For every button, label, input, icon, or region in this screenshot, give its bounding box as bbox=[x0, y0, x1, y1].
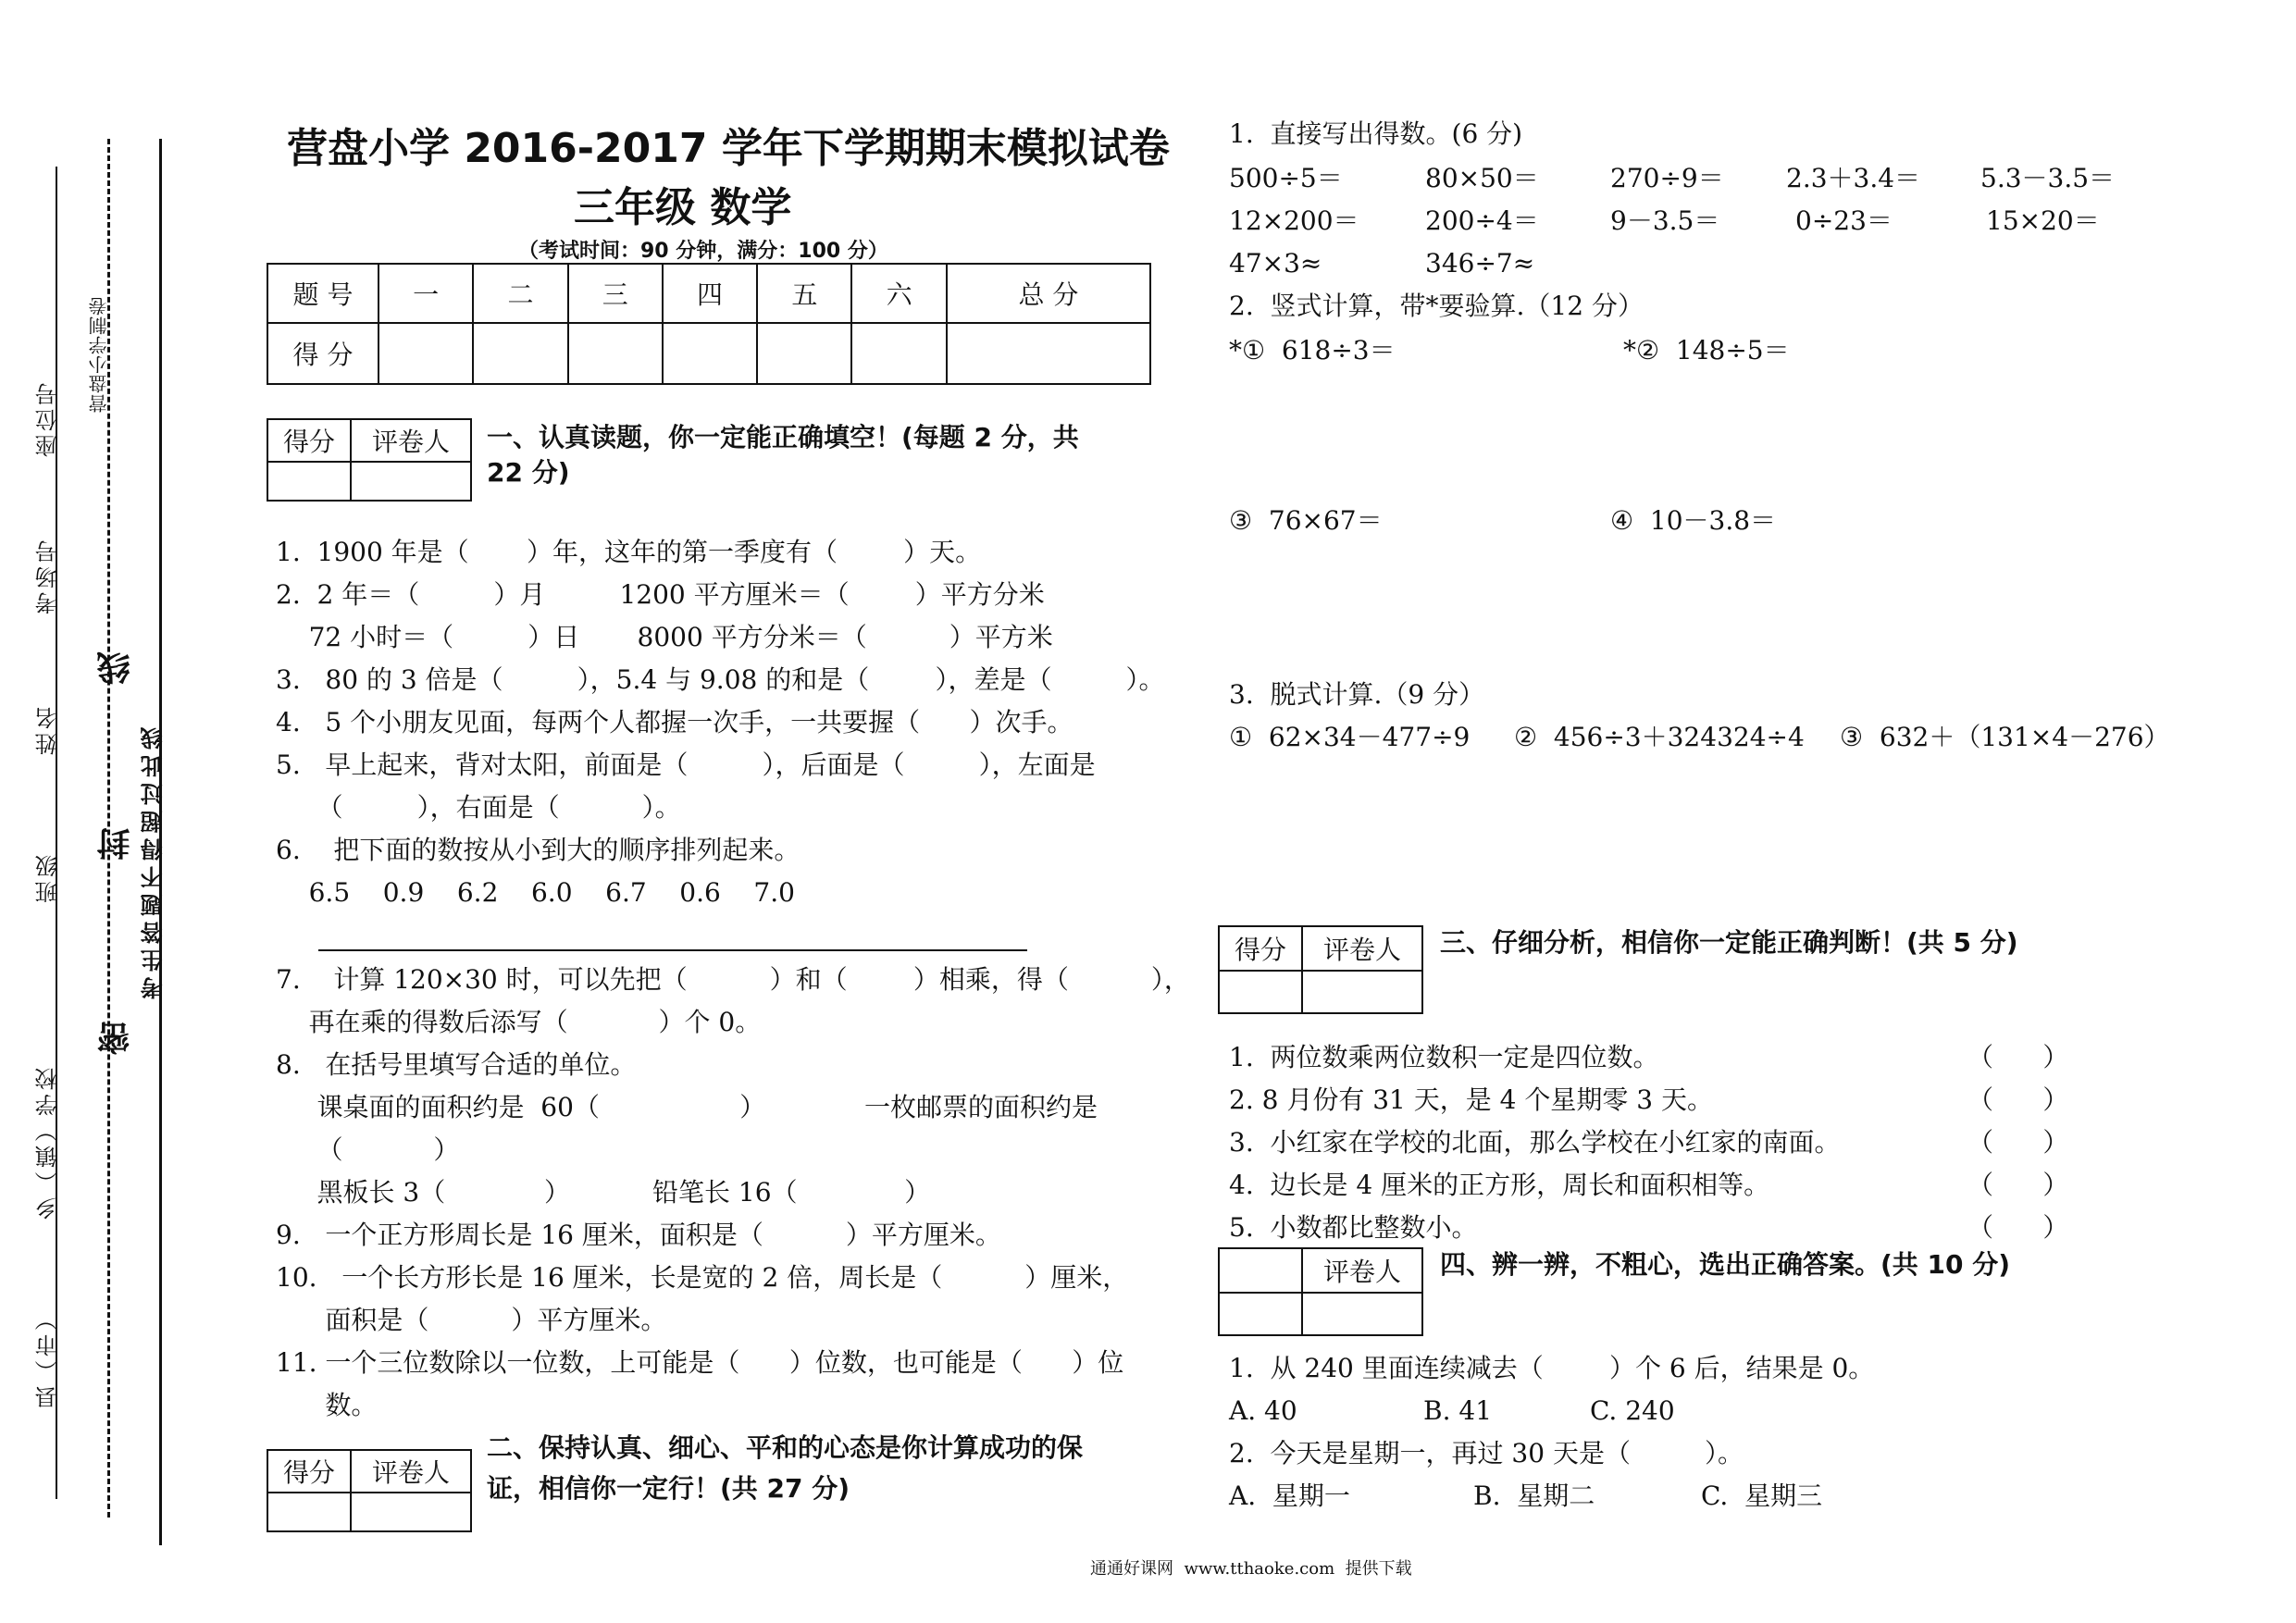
score-cell[interactable] bbox=[757, 323, 851, 384]
grader-score-cell[interactable] bbox=[1219, 971, 1302, 1013]
vertical-calc-item: ③ 76×67＝ bbox=[1229, 505, 1383, 536]
grader-name-cell[interactable] bbox=[1302, 1293, 1422, 1335]
calc-item: 12×200＝ bbox=[1229, 205, 1359, 236]
answer-line[interactable] bbox=[318, 949, 1027, 951]
s1-line: 5. 早上起来，背对太阳，前面是（ ），后面是（ ），左面是 bbox=[276, 750, 1096, 780]
calc-item: 0÷23＝ bbox=[1795, 205, 1893, 236]
maker-note: 营盘小学制卷 bbox=[88, 296, 110, 413]
score-header-cell: 四 bbox=[663, 264, 757, 323]
score-row-label: 得 分 bbox=[267, 323, 379, 384]
s1-line: 数。 bbox=[276, 1390, 378, 1420]
section1-heading-cont: 22 分) bbox=[487, 457, 570, 488]
grader-score-cell[interactable] bbox=[1219, 1293, 1302, 1335]
calc-item: 346÷7≈ bbox=[1425, 248, 1535, 279]
grader-score-label: 得分 bbox=[1219, 926, 1302, 971]
score-header-cell: 总 分 bbox=[947, 264, 1150, 323]
grader-name-label: 评卷人 bbox=[351, 419, 471, 462]
label-name: 姓名 bbox=[35, 703, 61, 755]
choice-option[interactable]: A. 40 bbox=[1229, 1395, 1297, 1426]
s1-line: 6.5 0.9 6.2 6.0 6.7 0.6 7.0 bbox=[276, 877, 795, 908]
grader-score-label: 得分 bbox=[267, 1450, 351, 1493]
calc-item: 15×20＝ bbox=[1986, 205, 2100, 236]
s1-line: 4. 5 个小朋友见面，每两个人都握一次手，一共要握（ ）次手。 bbox=[276, 707, 1074, 737]
grader-score-cell[interactable] bbox=[1219, 1248, 1302, 1293]
grader-name-label: 评卷人 bbox=[1302, 1248, 1422, 1293]
s1-line: （ ），右面是（ ）。 bbox=[276, 792, 681, 823]
judge-bracket[interactable]: （ ） bbox=[1967, 1042, 2069, 1072]
score-cell[interactable] bbox=[473, 323, 567, 384]
exam-subtitle: 三年级 数学 bbox=[574, 184, 792, 231]
grader-box-section4 bbox=[1218, 1247, 1423, 1336]
grader-name-cell[interactable] bbox=[351, 462, 471, 501]
grader-name-label: 评卷人 bbox=[351, 1450, 471, 1493]
score-header-cell: 三 bbox=[568, 264, 663, 323]
score-header-cell: 题 号 bbox=[267, 264, 379, 323]
choice-option[interactable]: C. 240 bbox=[1590, 1395, 1675, 1426]
choice-question: 1. 从 240 里面连续减去（ ）个 6 后，结果是 0。 bbox=[1229, 1353, 1875, 1383]
calc-item: 5.3－3.5＝ bbox=[1980, 163, 2116, 193]
label-class: 班级 bbox=[35, 851, 61, 903]
judge-item: 5. 小数都比整数小。 bbox=[1229, 1212, 1478, 1243]
s2-q2-title: 2. 竖式计算，带*要验算.（12 分） bbox=[1229, 291, 1644, 321]
s1-line: 11. 一个三位数除以一位数，上可能是（ ）位数，也可能是（ ）位 bbox=[276, 1347, 1124, 1378]
s1-line: 黑板长 3（ ） 铅笔长 16（ ） bbox=[276, 1177, 931, 1208]
choice-option[interactable]: B. 41 bbox=[1423, 1395, 1493, 1426]
footer-source: 通通好课网 www.tthaoke.com 提供下载 bbox=[1090, 1559, 1412, 1579]
s1-line: 再在乘的得数后添写（ ）个 0。 bbox=[276, 1007, 762, 1037]
vertical-calc-item: *② 148÷5＝ bbox=[1623, 335, 1790, 365]
judge-item: 1. 两位数乘两位数积一定是四位数。 bbox=[1229, 1042, 1659, 1072]
s1-line: 1. 1900 年是（ ）年，这年的第一季度有（ ）天。 bbox=[276, 537, 982, 567]
label-county: 县（市） bbox=[35, 1305, 61, 1408]
judge-bracket[interactable]: （ ） bbox=[1967, 1170, 2069, 1200]
grader-box-section2 bbox=[267, 1449, 472, 1532]
s2-q1-title: 1. 直接写出得数。(6 分) bbox=[1229, 118, 1523, 149]
grader-score-cell[interactable] bbox=[267, 462, 351, 501]
section4-heading: 四、辨一辨，不粗心，选出正确答案。(共 10 分) bbox=[1440, 1249, 2011, 1280]
grader-name-cell[interactable] bbox=[351, 1493, 471, 1531]
s1-line: 72 小时＝（ ）日 8000 平方分米＝（ ）平方米 bbox=[276, 622, 1053, 652]
exam-time-note: （考试时间：90 分钟，满分：100 分） bbox=[518, 240, 888, 263]
score-header-cell: 五 bbox=[757, 264, 851, 323]
s1-line: 9. 一个正方形周长是 16 厘米，面积是（ ）平方厘米。 bbox=[276, 1220, 1001, 1250]
judge-item: 3. 小红家在学校的北面，那么学校在小红家的南面。 bbox=[1229, 1127, 1841, 1158]
seal-word-xian: 线 bbox=[97, 648, 135, 685]
calc-item: 500÷5＝ bbox=[1229, 163, 1343, 193]
grader-name-cell[interactable] bbox=[1302, 971, 1422, 1013]
score-table bbox=[267, 263, 1151, 385]
step-calc-item: ③ 632＋（131×4－276） bbox=[1840, 722, 2170, 752]
label-exam-room: 考场号 bbox=[35, 537, 61, 614]
calc-item: 47×3≈ bbox=[1229, 248, 1322, 279]
calc-item: 80×50＝ bbox=[1425, 163, 1539, 193]
calc-item: 200÷4＝ bbox=[1425, 205, 1539, 236]
score-cell[interactable] bbox=[379, 323, 473, 384]
calc-item: 270÷9＝ bbox=[1610, 163, 1724, 193]
binding-solid-line-left bbox=[56, 167, 57, 1499]
choice-question: 2. 今天是星期一，再过 30 天是（ ）。 bbox=[1229, 1438, 1744, 1468]
label-seat-number: 座位号 bbox=[35, 379, 61, 457]
section1-heading: 一、认真读题，你一定能正确填空！(每题 2 分，共 bbox=[487, 422, 1079, 452]
binding-instruction: 考生答题不得超过此线 bbox=[141, 722, 167, 999]
s1-line: （ ） bbox=[276, 1134, 460, 1165]
step-calc-item: ② 456÷3＋324324÷4 bbox=[1514, 722, 1805, 752]
vertical-calc-item: ④ 10－3.8＝ bbox=[1610, 505, 1777, 536]
calc-item: 9－3.5＝ bbox=[1610, 205, 1720, 236]
section2-heading: 二、保持认真、细心、平和的心态是你计算成功的保 bbox=[487, 1432, 1084, 1463]
seal-word-mi: 密 bbox=[97, 1018, 135, 1055]
s2-q3-title: 3. 脱式计算.（9 分） bbox=[1229, 679, 1485, 710]
score-cell[interactable] bbox=[851, 323, 946, 384]
exam-title: 营盘小学 2016-2017 学年下学期期末模拟试卷 bbox=[287, 125, 1170, 172]
grader-name-label: 评卷人 bbox=[1302, 926, 1422, 971]
seal-word-feng: 封 bbox=[97, 824, 135, 861]
grader-score-cell[interactable] bbox=[267, 1493, 351, 1531]
vertical-calc-item: *① 618÷3＝ bbox=[1229, 335, 1396, 365]
grader-box-section3 bbox=[1218, 925, 1423, 1014]
s1-line: 3. 80 的 3 倍是（ ），5.4 与 9.08 的和是（ ），差是（ ）。 bbox=[276, 664, 1165, 695]
score-header-cell: 一 bbox=[379, 264, 473, 323]
calc-item: 2.3＋3.4＝ bbox=[1786, 163, 1921, 193]
score-cell[interactable] bbox=[568, 323, 663, 384]
score-cell[interactable] bbox=[947, 323, 1150, 384]
s1-line: 6. 把下面的数按从小到大的顺序排列起来。 bbox=[276, 835, 800, 865]
section3-heading: 三、仔细分析，相信你一定能正确判断！(共 5 分) bbox=[1440, 927, 2018, 958]
choice-option[interactable]: A. 星期一 bbox=[1229, 1481, 1350, 1511]
score-header-cell: 六 bbox=[851, 264, 946, 323]
judge-item: 4. 边长是 4 厘米的正方形，周长和面积相等。 bbox=[1229, 1170, 1770, 1200]
s1-line: 10. 一个长方形长是 16 厘米，长是宽的 2 倍，周长是（ ）厘米， bbox=[276, 1262, 1129, 1293]
judge-bracket[interactable]: （ ） bbox=[1967, 1084, 2069, 1115]
section2-heading-cont: 证，相信你一定行！(共 27 分) bbox=[487, 1473, 850, 1504]
score-cell[interactable] bbox=[663, 323, 757, 384]
judge-bracket[interactable]: （ ） bbox=[1967, 1212, 2069, 1243]
judge-item: 2. 8 月份有 31 天，是 4 个星期零 3 天。 bbox=[1229, 1084, 1713, 1115]
s1-line: 7. 计算 120×30 时，可以先把（ ）和（ ）相乘，得（ ）， bbox=[276, 964, 1190, 995]
score-header-cell: 二 bbox=[473, 264, 567, 323]
s1-line: 面积是（ ）平方厘米。 bbox=[276, 1305, 667, 1335]
choice-option[interactable]: B. 星期二 bbox=[1473, 1481, 1595, 1511]
s1-line: 课桌面的面积约是 60（ ） 一枚邮票的面积约是 bbox=[276, 1092, 1098, 1122]
label-school: 乡（镇）学校 bbox=[35, 1064, 61, 1220]
judge-bracket[interactable]: （ ） bbox=[1967, 1127, 2069, 1158]
s1-line: 2. 2 年＝（ ）月 1200 平方厘米＝（ ）平方分米 bbox=[276, 579, 1045, 610]
step-calc-item: ① 62×34－477÷9 bbox=[1229, 722, 1471, 752]
s1-line: 8. 在括号里填写合适的单位。 bbox=[276, 1049, 637, 1080]
choice-option[interactable]: C. 星期三 bbox=[1701, 1481, 1823, 1511]
grader-score-label: 得分 bbox=[267, 419, 351, 462]
grader-box-section1 bbox=[267, 418, 472, 502]
